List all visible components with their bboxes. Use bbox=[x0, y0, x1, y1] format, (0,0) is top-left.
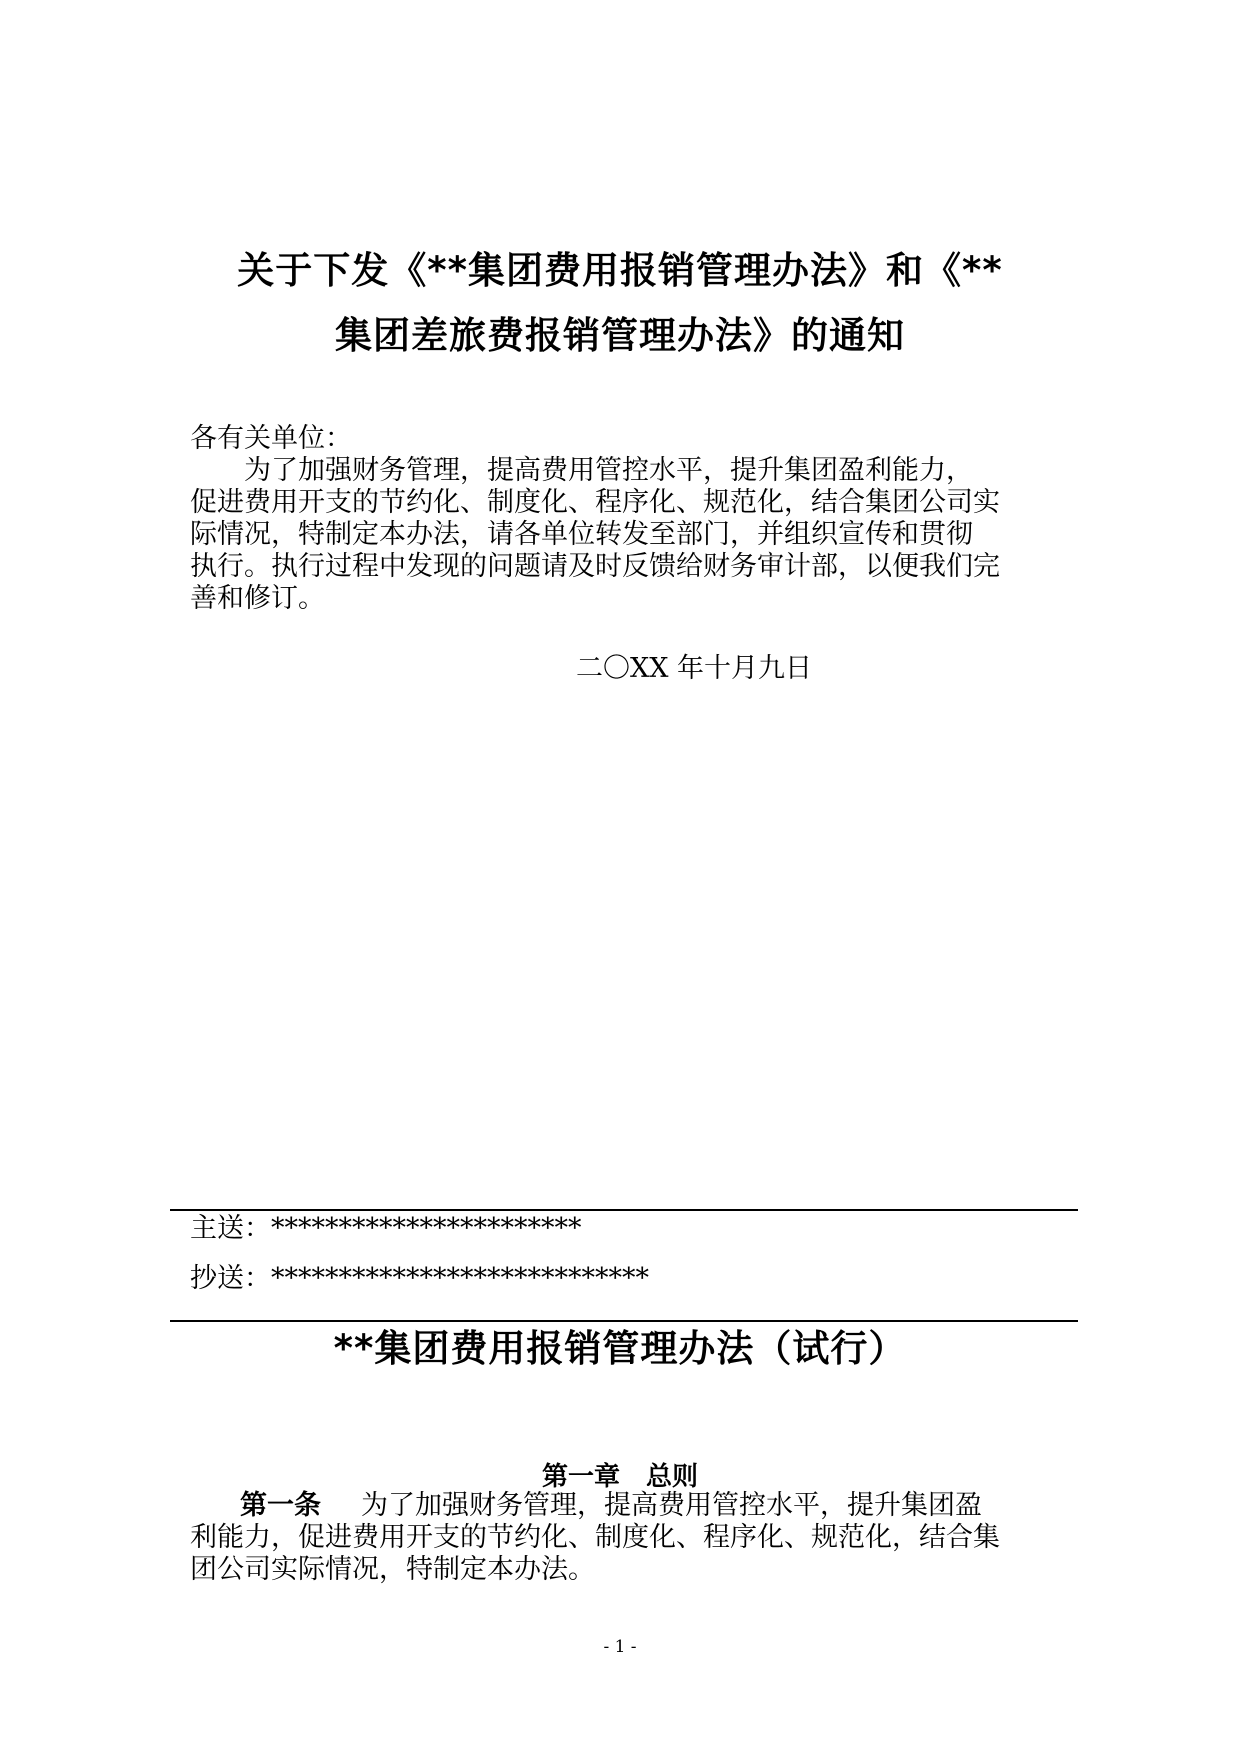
notice-body-line: 善和修订。 bbox=[190, 583, 325, 614]
salutation: 各有关单位： bbox=[190, 423, 352, 454]
cc-recipients-value: **************************** bbox=[271, 1263, 649, 1294]
cc-recipients bbox=[190, 1263, 649, 1295]
article-1-text: 为了加强财务管理，提高费用管控水平，提升集团盈 bbox=[361, 1490, 982, 1521]
notice-date: 二〇XX 年十月九日 bbox=[576, 653, 813, 684]
page-number: - 1 - bbox=[603, 1637, 637, 1657]
notice-title-line-1: 关于下发《**集团费用报销管理办法》和《** bbox=[237, 249, 1003, 292]
article-1-line: 团公司实际情况，特制定本办法。 bbox=[190, 1554, 595, 1585]
cc-recipients-label: 抄送： bbox=[190, 1263, 271, 1294]
notice-body-line: 际情况，特制定本办法，请各单位转发至部门，并组织宣传和贯彻 bbox=[190, 519, 973, 550]
distribution-top-rule bbox=[170, 1209, 1078, 1211]
regulation-title: **集团费用报销管理办法（试行） bbox=[333, 1327, 907, 1370]
notice-title-line-2: 集团差旅费报销管理办法》的通知 bbox=[335, 314, 905, 357]
notice-body-line: 为了加强财务管理，提高费用管控水平，提升集团盈利能力， bbox=[244, 455, 973, 486]
chapter-heading: 第一章 总则 bbox=[541, 1462, 698, 1492]
main-recipients-value: *********************** bbox=[271, 1213, 582, 1244]
notice-body-line: 执行。执行过程中发现的问题请及时反馈给财务审计部，以便我们完 bbox=[190, 551, 1000, 582]
main-recipients-label: 主送： bbox=[190, 1213, 271, 1244]
main-recipients bbox=[190, 1213, 582, 1245]
notice-body-line: 促进费用开支的节约化、制度化、程序化、规范化，结合集团公司实 bbox=[190, 487, 1000, 518]
article-1-line: 利能力，促进费用开支的节约化、制度化、程序化、规范化，结合集 bbox=[190, 1522, 1000, 1553]
article-1-label: 第一条 bbox=[240, 1490, 321, 1521]
article-1-first-line bbox=[240, 1490, 982, 1522]
